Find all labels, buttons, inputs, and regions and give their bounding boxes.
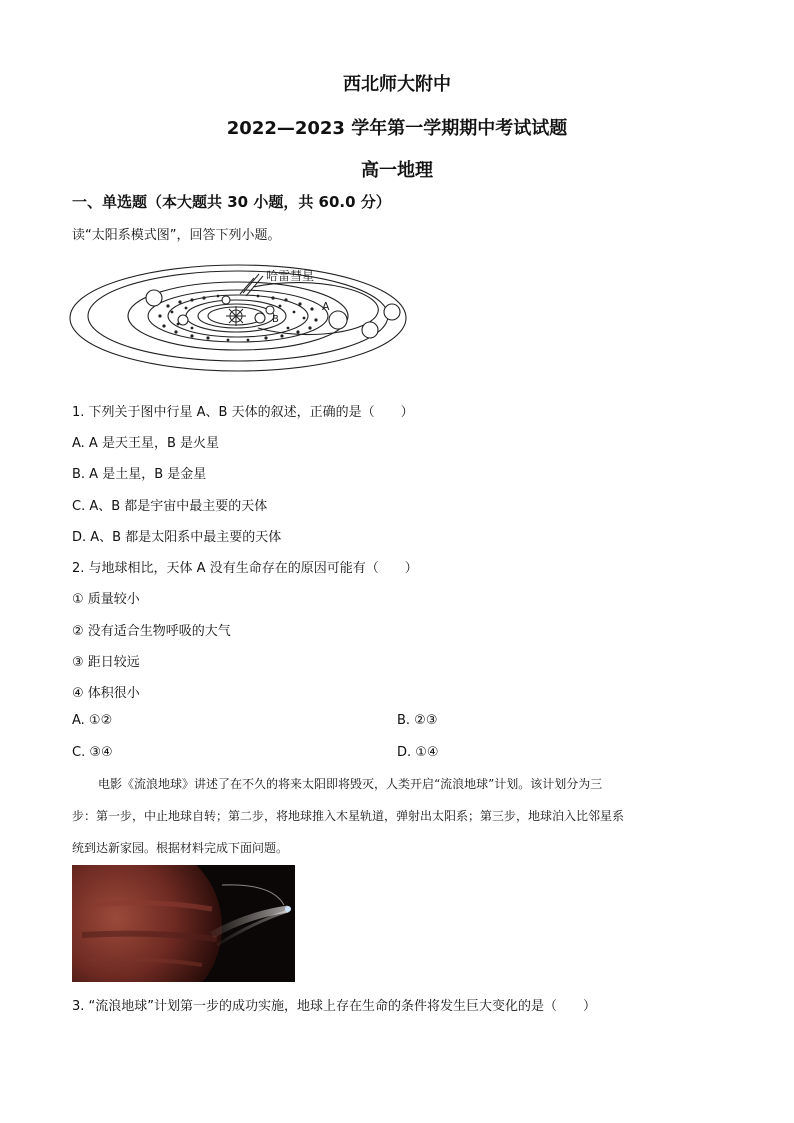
wandering-earth-image [72, 865, 295, 982]
passage-line-2: 步：第一步，中止地球自转；第二步，将地球推入木星轨道，弹射出太阳系；第三步，地球泊入比邻星系 [72, 809, 625, 823]
q1-option-c[interactable]: C. A、B 都是宇宙中最主要的天体 [72, 499, 268, 514]
q2-option-b[interactable]: B. ②③ [397, 713, 438, 728]
q1-option-b[interactable]: B. A 是土星，B 是金星 [72, 467, 207, 482]
q1-option-d[interactable]: D. A、B 都是太阳系中最主要的天体 [72, 530, 282, 545]
passage [72, 768, 722, 864]
passage-line-1: 电影《流浪地球》讲述了在不久的将来太阳即将毁灭，人类开启“流浪地球”计划。该计划分为三 [98, 777, 603, 791]
comet-label: 哈雷彗星 [266, 269, 315, 283]
q2-item-1: ① 质量较小 [72, 592, 140, 607]
q2-option-a[interactable]: A. ①② [72, 713, 113, 728]
q2-item-4: ④ 体积很小 [72, 686, 140, 701]
planet-a-label: A [322, 300, 330, 313]
q2-stem: 2. 与地球相比，天体 A 没有生命存在的原因可能有（ ） [72, 561, 418, 576]
q2-item-2: ② 没有适合生物呼吸的大气 [72, 624, 231, 639]
q1-stem: 1. 下列关于图中行星 A、B 天体的叙述，正确的是（ ） [72, 405, 414, 420]
q1-option-a[interactable]: A. A 是天王星，B 是火星 [72, 436, 220, 451]
q2-option-d[interactable]: D. ①④ [397, 745, 439, 760]
q2-item-3: ③ 距日较远 [72, 655, 140, 670]
school-name: 西北师大附中 [343, 74, 451, 95]
section-heading: 一、单选题（本大题共 30 小题，共 60.0 分） [72, 193, 391, 211]
passage-line-3: 统到达新家园。根据材料完成下面问题。 [72, 841, 289, 855]
q3-stem: 3. “流浪地球”计划第一步的成功实施，地球上存在生命的条件将发生巨大变化的是（ ） [72, 999, 597, 1014]
intro-text: 读“太阳系模式图”，回答下列小题。 [72, 228, 281, 243]
planet-b-label: B [272, 314, 279, 325]
q2-option-c[interactable]: C. ③④ [72, 745, 113, 760]
solar-system-diagram [68, 262, 408, 374]
exam-title: 2022—2023 学年第一学期期中考试试题 [226, 118, 568, 139]
subject-title: 高一地理 [361, 160, 433, 181]
